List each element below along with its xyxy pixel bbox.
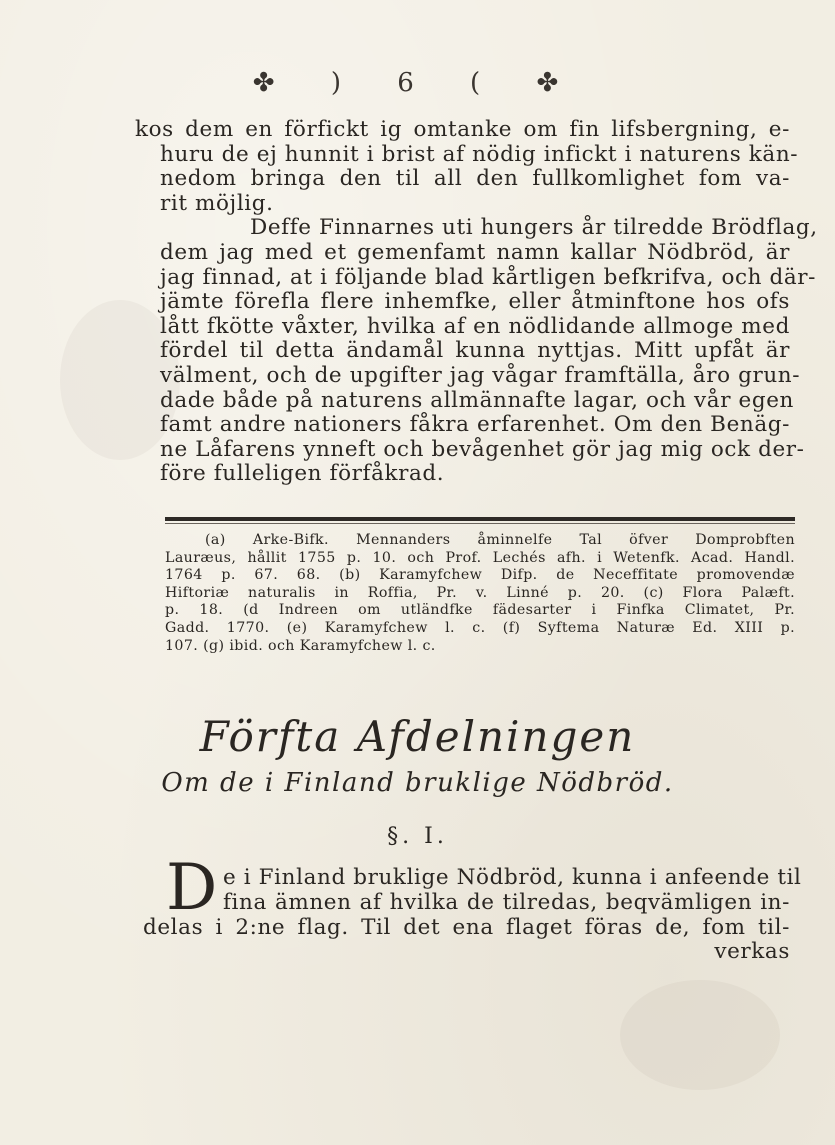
paper-stain xyxy=(620,980,780,1090)
footnote-divider-thin xyxy=(165,523,795,524)
body-line: välment, och de upgifter jag vågar framftälla, åro grun- xyxy=(160,362,801,388)
body-line: kos dem en förfickt ig omtanke om fin lifsbergning, e- xyxy=(135,117,790,142)
main-body-text xyxy=(135,117,818,487)
body-line: e i Finland bruklige Nödbröd, kunna i anfeende til xyxy=(223,865,802,890)
body-line: Deffe Finnarnes uti hungers år tilredde Brödflag, xyxy=(250,215,818,241)
body-line: fina ämnen af hvilka de tilredas, beqvämligen in- xyxy=(223,889,790,915)
footnote-line: (a) Arke-Bifk. Mennanders åminnelfe Tal öfver Domprobften xyxy=(205,532,795,548)
section-title: Förfta Afdelningen xyxy=(199,712,636,761)
body-line: delas i 2:ne flag. Til det ena flaget föras de, fom til- xyxy=(143,914,790,940)
footnotes xyxy=(165,532,795,655)
footnote-line: 107. (g) ibid. och Karamyfchew l. c. xyxy=(165,637,436,654)
body-line: huru de ej hunnit i brist af nödig infickt i naturens kän- xyxy=(160,141,799,167)
body-line: rit möjlig. xyxy=(160,190,274,216)
section-body-text xyxy=(143,865,802,965)
paragraph-number: §. I. xyxy=(387,824,448,849)
body-line: dem jag med et gemenfamt namn kallar Nödbröd, är xyxy=(160,239,790,265)
footnote-line: Hiftoriæ naturalis in Roffia, Pr. v. Linné p. 20. (c) Flora Palæft. xyxy=(165,584,795,601)
body-line: lått fkötte våxter, hvilka af en nödlidande allmoge med xyxy=(160,313,790,339)
footnote-line: 1764 p. 67. 68. (b) Karamyfchew Difp. de Neceffitate promovendæ xyxy=(165,567,795,584)
body-line: jämte förefla flere inhemfke, eller åtminftone hos ofs xyxy=(160,289,790,315)
section-subtitle: Om de i Finland bruklige Nödbröd. xyxy=(161,768,674,798)
page-header-ornament: ✤ ) 6 ( ✤ xyxy=(252,68,583,98)
footnote-divider-thick xyxy=(165,517,795,521)
body-line: dade både på naturens allmännafte lagar, och vår egen xyxy=(160,387,794,413)
footnote-line: Lauræus, hållit 1755 p. 10. och Prof. Lechés afh. i Wetenfk. Acad. Handl. xyxy=(165,549,795,566)
footnote-line: p. 18. (d Indreen om utländfke fädesarter i Finfka Climatet, Pr. xyxy=(165,602,795,619)
drop-cap: D xyxy=(166,851,218,925)
catchword: verkas xyxy=(714,939,790,965)
body-line: jag finnad, at i följande blad kårtligen befkrifva, och där- xyxy=(160,264,817,290)
footnote-line: Gadd. 1770. (e) Karamyfchew l. c. (f) Syftema Naturæ Ed. XIII p. xyxy=(165,619,795,636)
body-line: fördel til detta ändamål kunna nyttjas. Mitt upfåt är xyxy=(160,338,790,364)
body-line: före fulleligen förfåkrad. xyxy=(160,461,445,487)
body-line: ne Låfarens ynneft och bevågenhet gör jag mig ock der- xyxy=(160,436,805,462)
body-line: nedom bringa den til all den fullkomlighet fom va- xyxy=(160,166,790,192)
body-line: famt andre nationers fåkra erfarenhet. Om den Benäg- xyxy=(160,412,790,438)
